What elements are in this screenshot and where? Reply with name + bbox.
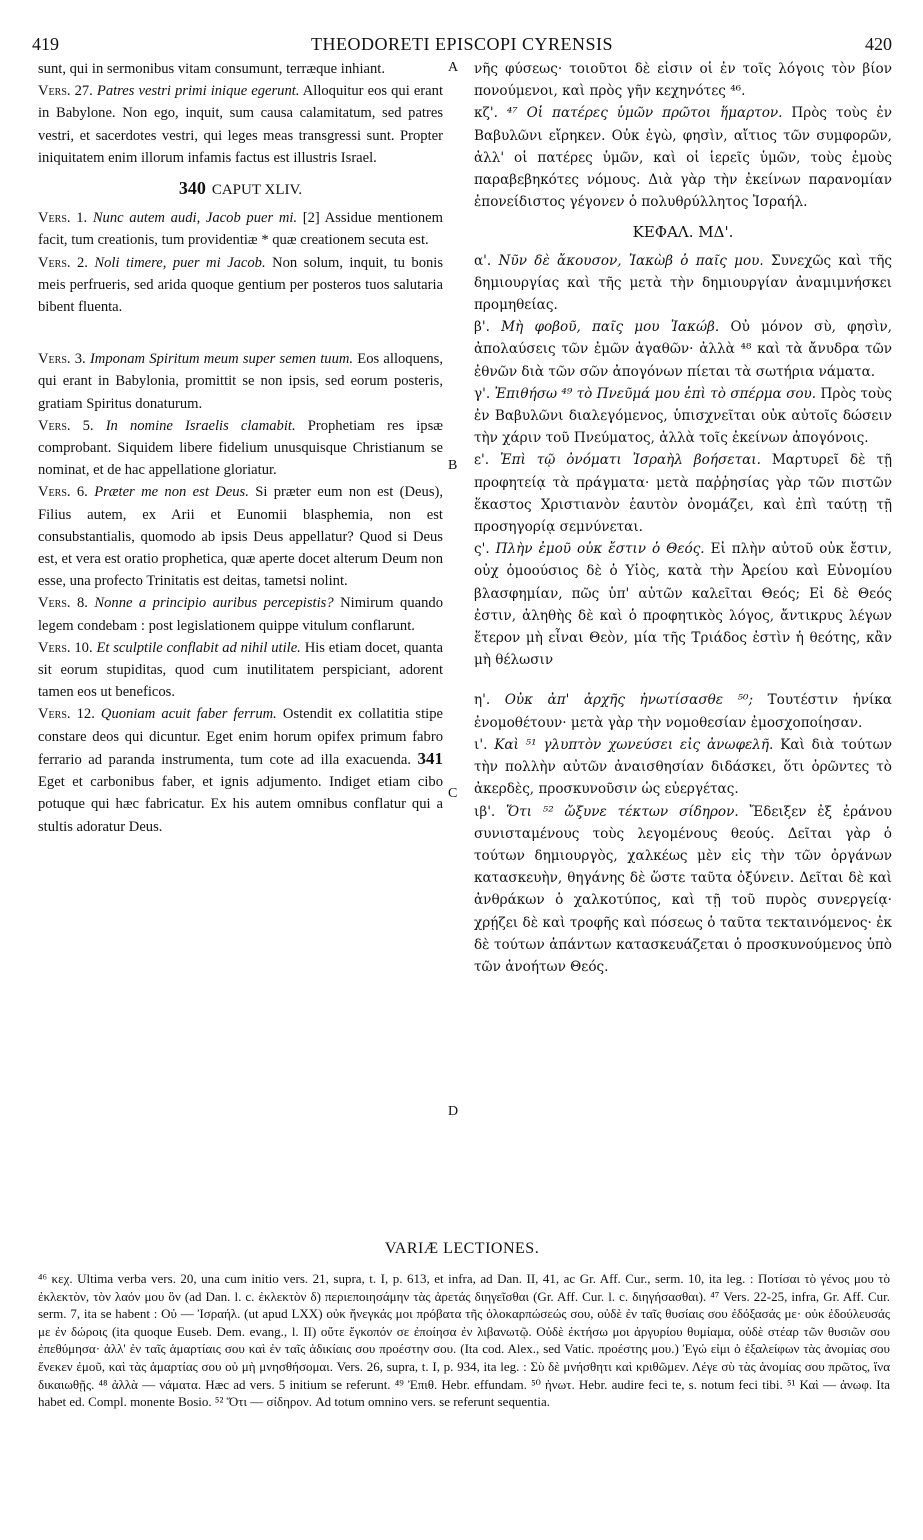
greek-verse-5: ε'. Ἐπὶ τῷ ὀνόματι Ἰσραὴλ βοήσεται. Μαρτυρεῖ δὲ τῇ προφητείᾳ τὰ πράγματα· μετὰ παῤῥησίας γὰρ τῶν πιστῶν ἕκαστος Χριστιανὸν ἑαυτὸν ὀνομάζει, καὶ ἐπὶ ταύτῃ τῇ προσηγορίᾳ σεμνύνεται. <box>474 452 892 536</box>
greek-verse-2: β'. Μὴ φοβοῦ, παῖς μου Ἰακώβ. Οὐ μόνον σὺ, φησὶν, ἀπολαύσεις τῶν ἐμῶν ἀγαθῶν· ἀλλὰ ⁴⁸ καὶ τὰ ἄνυδρα τῶν ἐθνῶν διὰ τῶν σῶν ἀπογόνων πίεται τὰ σωτήρια νάματα. <box>474 319 892 380</box>
greek-verse-10: ι'. Καὶ ⁵¹ γλυπτὸν χωνεύσει εἰς ἀνωφελῆ. Καὶ διὰ τούτων τὴν πολλὴν αὐτῶν ἀναισθησίαν διδάσκει, ὅτι ὁρῶντες τὸ ἀκερδὲς, προσκυνοῦσιν ὡς εὐεργέτας. <box>474 736 892 798</box>
latin-verse-1: Vers. 1. Nunc autem audi, Jacob puer mi. [2] Assidue mentionem facit, tum creationis, tum providentiæ * quæ creationem secuta est. <box>38 210 443 249</box>
running-title: THEODORETI EPISCOPI CYRENSIS <box>310 34 614 54</box>
variae-lectiones-text: ⁴⁶ κεχ. Ultima verba vers. 20, una cum initio vers. 21, supra, t. I, p. 613, et infra, ad Dan. II, 41, ac Gr. Aff. Cur., serm. 10, ita leg. : Ποτίσαι τὸ γένος μου τὸ ἐκλεκτὸν, τὸν λαόν μου ὃν (ad Dan. l. c. ἐκλεκτὸν δ) περιεποιησάμην τὰς ἀρετάς διηγεῖσθαι (Gr. Aff. Cur. l. c. διηγήσασθαι). ⁴⁷ Vers. 22-25, infra, Gr. Aff. Cur. serm. 7, ita se habent : Οὐ — Ἰσραήλ. (ut apud LXX) οὐκ ἤνεγκάς μοι πρόβατα τῆς ὁλοκαρπώσεώς σου, οὐδὲ ἐν ταῖς θυσίαις σου ἐδόξασάς με· οὐκ ἐδούλευσάς με ἐν δώροις (ita quoque Euseb. Dem. evang., l. II) οὔτε ἔγκοπόν σε ἐποίησα ἐν λιβανωτῷ. Οὐδὲ ἐκτήσω μοι ἀργυρίου θυμίαμα, οὐδὲ στέαρ τῶν θυσιῶν σου ἐπεθύμησα· ἀλλ' ἐν ταῖς ἁμαρτίαις σου καὶ ἐν ταῖς ἀδικίαις σου προέστην σου. (Ita cod. Alex., sed Vatic. προέστης μου.) Ἐγώ εἰμι ὁ ἐξαλείφων τὰς ἀνομίας σου ἕνεκεν ἐμοῦ, καὶ τὰς ἁμαρτίας σου οὐ μὴ μνησθήσομαι. Vers. 26, supra, t. I, p. 934, ita leg. : Σὺ δὲ μνήσθητι καὶ κριθῶμεν. Λέγε σὺ τὰς ἀνομίας σου πρῶτος, ἵνα δικαιωθῇς. ⁴⁸ ἀλλὰ — νάματα. Hæc ad vers. 5 initium se referunt. ⁴⁹ Ἐπιθ. Hebr. effundam. ⁵⁰ ἠνωτ. Hebr. audire feci te, s. notum feci tibi. ⁵¹ Καὶ — ἀνωφ. Ita habet ed. Compl. monente Bosio. ⁵² Ὅτι — σίδηρον. Ad totum omnino vers. se referunt sequentia. <box>38 1271 890 1410</box>
latin-verse-12: Vers. 12. Quoniam acuit faber ferrum. Ostendit ex collatitia stipe constare deos qui dicuntur. Eget enim horum opifex primum fabro ferrario ad paranda instrumenta, tum cote ad illa exacuenda. 341 Eget et carbonibus faber, et ignis adjumento. Indiget etiam cibo potuque qui hæc fabricatur. Ex his autem omnibus conflatur qui a stultis adoratur Deus. <box>38 706 443 835</box>
running-header <box>32 30 892 58</box>
greek-verse-1: α'. Νῦν δὲ ἄκουσον, Ἰακὼβ ὁ παῖς μου. Συνεχῶς καὶ τῆς δημιουργίας καὶ τῆς μετὰ τὴν δημιουργίαν ἀναμιμνήσκει προμηθείας. <box>474 252 893 314</box>
variae-lectiones-notes <box>38 1270 890 1411</box>
latin-verse-5: Vers. 5. In nomine Israelis clamabit. Prophetiam res ipsæ comprobant. Siquidem libere fidelium unusquisque Christianum se nominat, et de hac appellatione gloriatur. <box>38 417 443 479</box>
margin-letter-c: C <box>448 786 458 801</box>
page-number-left: 419 <box>32 34 59 54</box>
latin-chapter-heading: 340 CAPUT XLIV. <box>178 178 303 199</box>
page-number-right: 420 <box>865 34 892 54</box>
margin-letter-b: B <box>448 458 458 473</box>
latin-verse-8: Vers. 8. Nonne a principio auribus percepistis? Nimirum quando legem condebam : post legislationem quippe vitulum conflarunt. <box>38 595 444 634</box>
latin-column <box>38 58 443 838</box>
greek-verse-27: κζ'. ⁴⁷ Οἱ πατέρες ὑμῶν πρῶτοι ἥμαρτον. Πρὸς τοὺς ἐν Βαβυλῶνι εἴρηκεν. Οὐκ ἐγὼ, φησὶν, αἴτιος τῶν συμφορῶν, ἀλλ' οἱ πατέρες ὑμῶν, καὶ οἱ ἱερεῖς ὑμῶν, τοὺς ἐμοὺς παραβεβηκότες νόμους. Διὰ γὰρ τὴν ἐκείνων παρανομίαν ἐπονείδιστος γέγονεν ὁ πολυθρύλλητος Ἰσραήλ. <box>474 105 892 211</box>
line-number-341: 341 <box>417 748 443 768</box>
greek-chapter-heading: ΚΕΦΑΛ. ΜΔ'. <box>632 223 734 242</box>
margin-letter-a: A <box>448 60 459 75</box>
margin-letter-d: D <box>448 1104 459 1119</box>
two-column-body <box>32 58 892 1218</box>
latin-verse-3: Vers. 3. Imponam Spiritum meum super semen tuum. Eos alloquens, qui erant in Babylonia, promittit se non ipsis, sed eorum posteris, gratiam Spiritus donaturum. <box>38 351 443 412</box>
latin-verse-6: Vers. 6. Præter me non est Deus. Si præter eum non est (Deus), Filius autem, ex Arii et Eunomii blasphemia, non est consubstantialis, quomodo ab ipsis Deus appellatur? Quod si Deus est, et vera est oratio prophetica, quæ aperte docet alterum Deum non esse, una profecto Trinitatis est deitas, tametsi nolint. <box>38 484 444 590</box>
greek-verse-12: ιβ'. Ὅτι ⁵² ὤξυνε τέκτων σίδηρον. Ἔδειξεν ἐξ ἐράνου συνισταμένους τοὺς λεγομένους θεούς. Δεῖται γὰρ ὁ τούτων δημιουργὸς, χαλκέως μὲν εἰς τὴν τῶν ὀργάνων κατασκευὴν, θηγάνης δὲ ὥστε ταῦτα ὀξύνειν. Δεῖται δὲ καὶ ἀνθράκων ὁ χαλκοτύπος, καὶ τῇ τοῦ πυρὸς συνεργείᾳ· χρῄζει δὲ καὶ τροφῆς καὶ πόσεως ὁ ταῦτα τεκταινόμενος· ἐκ δὲ τούτων ἁπάντων κατασκευάζεται ὁ προσκυνούμενος ὑπὸ τῶν ἀνοήτων Θεός. <box>474 803 892 975</box>
greek-verse-6: ς'. Πλὴν ἐμοῦ οὐκ ἔστιν ὁ Θεός. Εἰ πλὴν αὐτοῦ οὐκ ἔστιν, οὐχ ὁμοούσιος δὲ ὁ Υἱὸς, κατὰ τὴν Ἀρείου καὶ Εὐνομίου βλασφημίαν, πῶς ὑπ' αὐτῶν καλεῖται Θεός; Εἰ δὲ Θεός ἐστιν, ἀληθὴς δὲ καὶ ὁ προφητικὸς λόγος, ἄντικρυς λέγων ἕτερον μὴ εἶναι Θεὸν, μία τῆς Τριάδος ἐστὶν ἡ θεότης, κἂν μὴ θέλωσιν <box>474 541 892 669</box>
greek-column <box>474 58 892 978</box>
latin-p0: sunt, qui in sermonibus vitam consumunt, terræque inhiant. <box>38 61 385 77</box>
greek-verse-3: γ'. Ἐπιθήσω ⁴⁹ τὸ Πνεῦμά μου ἐπὶ τὸ σπέρμα σου. Πρὸς τοὺς ἐν Βαβυλῶνι διαλεγόμενος, ὑπισχνεῖται οὐκ αὐτοῖς δώσειν τὴν χάριν τοῦ Πνεύματος, ἀλλὰ τοῖς ἐκείνων ἀπογόνοις. <box>474 385 893 447</box>
greek-p0: νῆς φύσεως· τοιοῦτοι δὲ εἰσιν οἱ ἐν τοῖς λόγοις τὸν βίον πονούμενοι, καὶ πρὸς γῆν κεχηνότες ⁴⁶. <box>474 61 892 100</box>
variae-lectiones-title: VARIÆ LECTIONES. <box>384 1240 540 1257</box>
latin-verse-2: Vers. 2. Noli timere, puer mi Jacob. Non solum, inquit, tu bonis meis perfrueris, sed arida quoque gentium per posteros tuos salutaria bibent fluenta. <box>38 254 444 316</box>
greek-verse-8: η'. Οὐκ ἀπ' ἀρχῆς ἠνωτίσασθε ⁵⁰; Τουτέστιν ἡνίκα ἐνομοθέτουν· μετὰ γὰρ τὴν νομοθεσίαν ἐμοσχοποίησαν. <box>474 692 892 731</box>
line-number-340: 340 <box>178 178 206 199</box>
latin-verse-27: Vers. 27. Patres vestri primi inique egerunt. Alloquitur eos qui erant in Babylone. Non ego, inquit, sum causa calamitatum, sed patres vestri, et sacerdotes vestri, qui leges meas transgressi sunt. Propter iniquitatem enim illorum infamis factus est illustris Israel. <box>38 83 443 166</box>
latin-verse-10: Vers. 10. Et sculptile conflabit ad nihil utile. His etiam docet, quanta sit eorum stupiditas, quod cum inutilitatem perspiciant, adorent tamen eos ut beneficos. <box>38 639 444 701</box>
page <box>32 30 893 1410</box>
